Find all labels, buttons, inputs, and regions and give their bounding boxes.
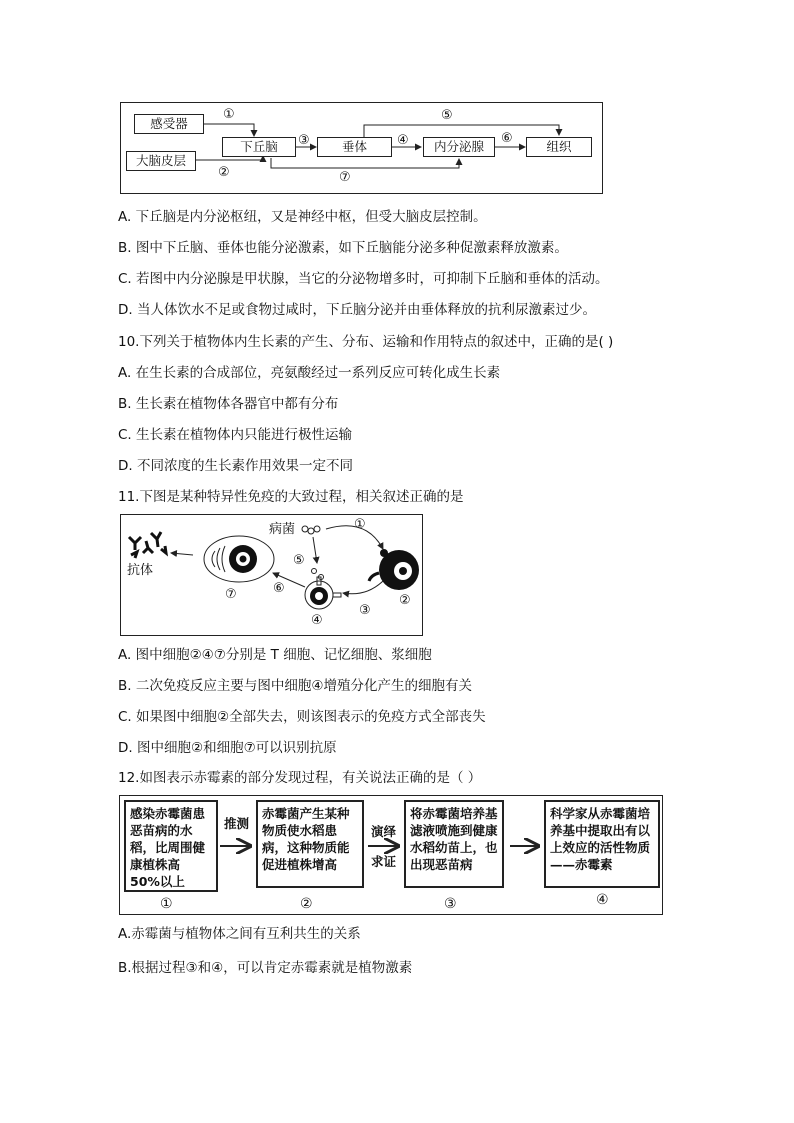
step-box-1: 感染赤霉菌患恶苗病的水稻，比周围健康植株高 50%以上 (124, 800, 218, 892)
imm-label-7: ⑦ (225, 587, 237, 602)
q10-option-d: D. 不同浓度的生长素作用效果一定不同 (118, 458, 353, 474)
q11-option-a: A. 图中细胞②④⑦分别是 T 细胞、记忆细胞、浆细胞 (118, 647, 432, 663)
label-2: ② (218, 165, 230, 180)
q9-option-a: A. 下丘脑是内分泌枢纽，又是神经中枢，但受大脑皮层控制。 (118, 209, 487, 225)
immune-process-figure (120, 514, 423, 636)
q12-stem: 12.如图表示赤霉素的部分发现过程，有关说法正确的是（ ） (118, 770, 482, 786)
label-4: ④ (397, 133, 409, 148)
q11-option-b: B. 二次免疫反应主要与图中细胞④增殖分化产生的细胞有关 (118, 678, 472, 694)
arrow-label-verify: 求证 (371, 854, 397, 869)
imm-label-4: ④ (311, 613, 323, 628)
label-1: ① (223, 107, 235, 122)
q9-option-d: D. 当人体饮水不足或食物过咸时，下丘脑分泌并由垂体释放的抗利尿激素过少。 (118, 302, 596, 318)
label-6: ⑥ (501, 131, 513, 146)
antibody-shapes (129, 532, 166, 558)
arrow-label-infer: 推测 (224, 816, 250, 831)
imm-label-5: ⑤ (293, 553, 305, 568)
step-num-4: ④ (596, 892, 609, 908)
step-num-1: ① (160, 896, 173, 912)
imm-label-3: ③ (359, 603, 371, 618)
imm-label-6: ⑥ (273, 581, 285, 596)
imm-label-1: ① (354, 517, 366, 532)
q11-stem: 11.下图是某种特异性免疫的大致过程，相关叙述正确的是 (118, 489, 464, 505)
pituitary-node: 垂体 (317, 137, 392, 157)
step-num-3: ③ (444, 896, 457, 912)
step-box-4: 科学家从赤霉菌培养基中提取出有以上效应的活性物质——赤霉素 (544, 800, 660, 888)
germ-shape (302, 526, 320, 534)
step-box-3: 将赤霉菌培养基滤液喷施到健康水稻幼苗上，也出现恶苗病 (404, 800, 504, 888)
arrow-label-deduce: 演绎 (371, 824, 397, 839)
q9-option-b: B. 图中下丘脑、垂体也能分泌激素，如下丘脑能分泌多种促激素释放激素。 (118, 240, 568, 256)
cortex-node: 大脑皮层 (126, 151, 196, 171)
q10-option-b: B. 生长素在植物体各器官中都有分布 (118, 396, 339, 412)
receptor-node: 感受器 (134, 114, 204, 134)
step-num-2: ② (300, 896, 313, 912)
antibody-label: 抗体 (127, 563, 154, 578)
q12-option-a: A.赤霉菌与植物体之间有互利共生的关系 (118, 926, 361, 942)
q11-option-d: D. 图中细胞②和细胞⑦可以识别抗原 (118, 740, 337, 756)
tissue-node: 组织 (526, 137, 592, 157)
label-3: ③ (298, 133, 310, 148)
imm-label-2: ② (399, 593, 411, 608)
label-5: ⑤ (441, 108, 453, 123)
gland-node: 内分泌腺 (423, 137, 495, 157)
q11-option-c: C. 如果图中细胞②全部失去，则该图表示的免疫方式全部丧失 (118, 709, 486, 725)
q10-option-c: C. 生长素在植物体内只能进行极性运输 (118, 427, 353, 443)
germ-label: 病菌 (269, 522, 296, 537)
label-7: ⑦ (339, 170, 351, 185)
q10-option-a: A. 在生长素的合成部位，亮氨酸经过一系列反应可转化成生长素 (118, 365, 501, 381)
q12-option-b: B.根据过程③和④，可以肯定赤霉素就是植物激素 (118, 960, 413, 976)
q10-stem: 10.下列关于植物体内生长素的产生、分布、运输和作用特点的叙述中，正确的是( ) (118, 334, 614, 350)
step-box-2: 赤霉菌产生某种物质使水稻患病，这种物质能促进植株增高 (256, 800, 364, 888)
hypothalamus-node: 下丘脑 (222, 137, 296, 157)
hormone-regulation-figure (120, 102, 603, 194)
q9-option-c: C. 若图中内分泌腺是甲状腺，当它的分泌物增多时，可抑制下丘脑和垂体的活动。 (118, 271, 609, 287)
gibberellin-figure (119, 795, 663, 915)
